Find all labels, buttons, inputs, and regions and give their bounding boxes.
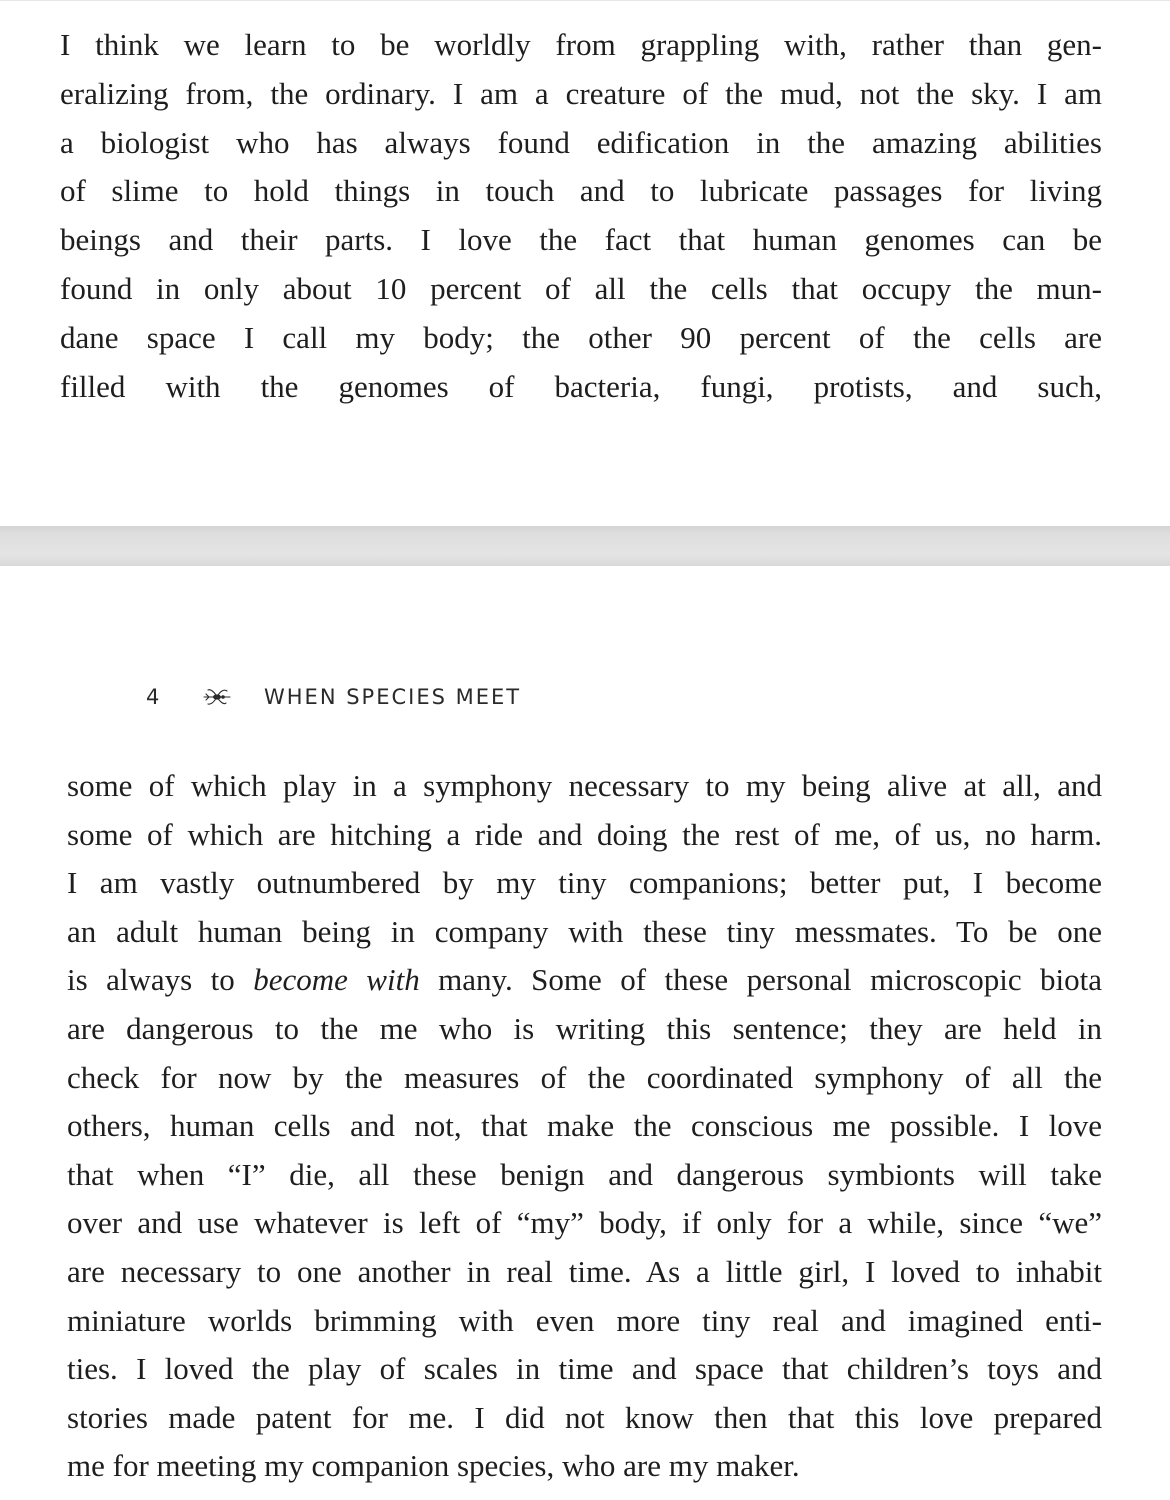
text-line: I think we learn to be worldly from grappling with, rather than gen- xyxy=(60,27,1102,62)
text-line: beings and their parts. I love the fact that human genomes can be xyxy=(60,222,1102,258)
text-segment: is always to xyxy=(67,962,254,998)
text-line: some of which play in a symphony necessary to my being alive at all, and xyxy=(67,768,1102,803)
insect-ornament-icon xyxy=(200,685,234,709)
text-line: found in only about 10 percent of all the cells that occupy the mun- xyxy=(60,270,1102,306)
text-line: are dangerous to the me who is writing this sentence; they are held in xyxy=(67,1010,1102,1046)
text-line: others, human cells and not, that make the conscious me possible. I love xyxy=(67,1108,1102,1144)
top-page xyxy=(0,0,1170,526)
text-line: stories made patent for me. I did not know then that this love prepared xyxy=(67,1399,1102,1435)
text-line: of slime to hold things in touch and to lubricate passages for living xyxy=(60,173,1102,209)
text-segment: many. Some of these personal microscopic biota xyxy=(419,962,1103,998)
text-line: me for meeting my companion species, who are my maker. xyxy=(67,1448,800,1484)
page-divider xyxy=(0,526,1170,566)
text-line: I am vastly outnumbered by my tiny companions; better put, I become xyxy=(67,865,1102,901)
running-title: WHEN SPECIES MEET xyxy=(264,685,522,709)
text-line: are necessary to one another in real time. As a little girl, I loved to inhabit xyxy=(67,1253,1102,1289)
text-line: over and use whatever is left of “my” body, if only for a while, since “we” xyxy=(67,1205,1102,1241)
page-number: 4 xyxy=(146,685,161,709)
text-line: check for now by the measures of the coordinated symphony of all the xyxy=(67,1059,1102,1095)
running-head xyxy=(146,682,521,712)
bottom-paragraph xyxy=(67,762,1102,1491)
text-line: miniature worlds brimming with even more tiny real and imagined enti- xyxy=(67,1302,1102,1338)
italic-phrase: become with xyxy=(253,962,420,998)
text-line: an adult human being in company with these tiny messmates. To be one xyxy=(67,913,1102,949)
text-line: a biologist who has always found edification in the amazing abilities xyxy=(60,124,1102,160)
text-line xyxy=(67,956,1102,1005)
text-line: filled with the genomes of bacteria, fungi, protists, and such, xyxy=(60,368,1102,404)
top-paragraph xyxy=(60,21,1102,411)
text-line: that when “I” die, all these benign and dangerous symbionts will take xyxy=(67,1156,1102,1192)
text-line: ties. I loved the play of scales in time and space that children’s toys and xyxy=(67,1351,1102,1387)
text-line: dane space I call my body; the other 90 percent of the cells are xyxy=(60,319,1102,355)
text-line: some of which are hitching a ride and doing the rest of me, of us, no harm. xyxy=(67,816,1102,852)
text-line: eralizing from, the ordinary. I am a creature of the mud, not the sky. I am xyxy=(60,75,1102,111)
